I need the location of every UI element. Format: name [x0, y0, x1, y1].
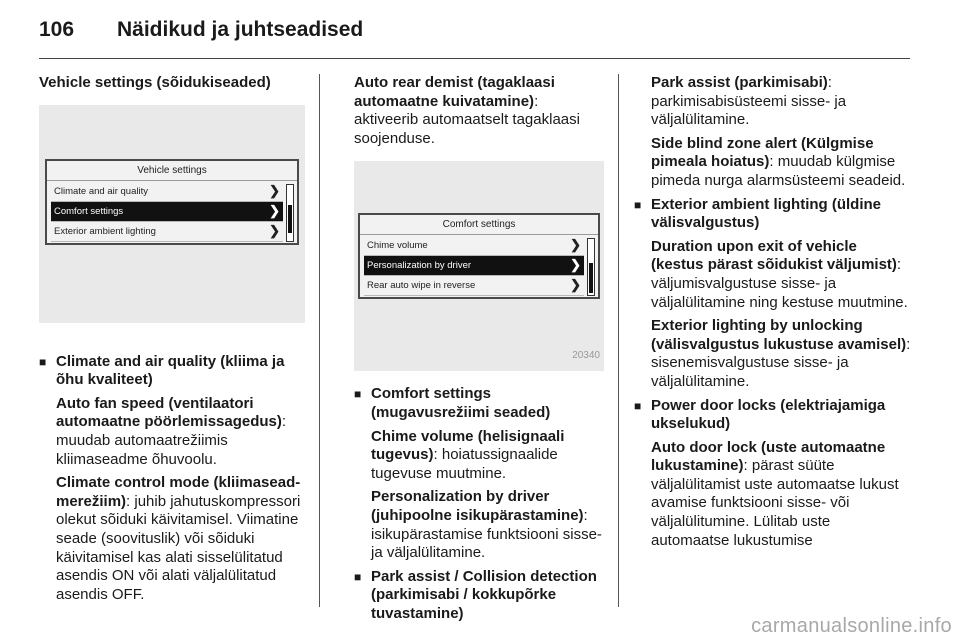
setting-description [651, 74, 911, 130]
bullet-power-door-locks [634, 397, 911, 551]
chevron-right-icon: ❯ [570, 277, 581, 293]
setting-term: Auto fan speed (ventilaatori automaatne pöörlemissagedus) [56, 394, 282, 431]
bullet-title: Climate and air quality (kliima ja õhu kvaliteet) [56, 352, 285, 389]
column-divider-1 [319, 74, 320, 607]
setting-text: : sisenemisvalgustuse sisse- ja väljalülitamine. [651, 335, 911, 390]
chevron-right-icon: ❯ [570, 257, 581, 273]
setting-description [56, 474, 305, 604]
setting-text: : hoiatussignaalide tugevuse muutmine. [371, 446, 558, 482]
menu-row-chime-volume[interactable] [364, 236, 584, 256]
column-2 [354, 74, 604, 629]
figure-number: 20340 [572, 349, 600, 361]
screen-title: Vehicle settings [47, 161, 297, 181]
chevron-right-icon: ❯ [570, 237, 581, 253]
setting-term: Chime volume (helisignaali tugevus) [371, 427, 565, 464]
vehicle-settings-screen [45, 159, 299, 245]
screen-title: Comfort settings [360, 215, 598, 235]
bullet-park-assist [354, 568, 604, 624]
setting-description [651, 439, 911, 551]
scroll-thumb [288, 205, 292, 233]
setting-description [371, 488, 604, 562]
setting-term: Auto rear demist (tagaklaasi automaatne kuivatamine) [354, 74, 555, 110]
setting-text: : muudab automaatrežiimis kliimaseadme õhuvoolu. [56, 413, 287, 468]
setting-text: : pärast süüte väljalülitamist uste automaatse lukust avamise funktsiooni sisse- või väljalülitumine. Lülitab uste automaatse lukustumise [651, 457, 899, 549]
watermark: carmanualsonline.info [751, 615, 952, 637]
bullet-marker-icon: ■ [354, 569, 362, 584]
setting-term: Personalization by driver (juhipoolne isikupärastamine) [371, 488, 584, 524]
column-divider-2 [618, 74, 619, 607]
vehicle-settings-figure [39, 105, 305, 323]
menu-row-climate[interactable] [51, 182, 283, 202]
screen-scrollbar [286, 184, 294, 242]
menu-row-label: Exterior ambient lighting [54, 225, 156, 237]
bullet-marker-icon: ■ [634, 398, 642, 413]
menu-row-comfort[interactable] [51, 202, 283, 222]
bullet-exterior-lighting [634, 196, 911, 392]
setting-description [651, 238, 911, 312]
bullet-title: Park assist / Collision detection (parkimisabi / kokkupõrke tuvastamine) [371, 567, 597, 622]
chapter-title: Näidikud ja juhtseadised [117, 18, 364, 41]
scroll-thumb [589, 263, 593, 293]
setting-text: : aktiveerib automaatselt tagaklaasi soojenduse. [354, 92, 580, 147]
bullet-marker-icon: ■ [354, 387, 362, 402]
header-rule [39, 58, 910, 59]
menu-row-exterior-lighting[interactable] [51, 222, 283, 242]
bullet-climate [39, 353, 305, 605]
comfort-settings-figure [354, 161, 604, 371]
setting-term: Duration upon exit of vehicle (kestus pärast sõidukist väljumist) [651, 237, 897, 274]
chevron-right-icon: ❯ [269, 202, 280, 218]
bullet-marker-icon: ■ [634, 197, 642, 212]
menu-row-label: Personalization by driver [367, 260, 472, 272]
setting-text: : parkimisabisüsteemi sisse- ja väljalülitamine. [651, 74, 847, 129]
menu-row-label: Comfort settings [54, 205, 124, 217]
bullet-marker-icon: ■ [39, 354, 47, 369]
menu-row-label: Climate and air quality [54, 185, 148, 197]
menu-row-rear-wipe[interactable] [364, 276, 584, 296]
setting-text: : muudab külgmise pimeda nurga alarmsüsteemi seadeid. [651, 153, 906, 189]
comfort-settings-screen [358, 213, 600, 299]
setting-description [354, 74, 604, 148]
section-heading: Vehicle settings (sõidukiseaded) [39, 74, 271, 91]
setting-text: : väljumisvalgustuse sisse- ja väljalülitamine ning kestuse muutmine. [651, 256, 908, 311]
setting-text: : isikupärastamise funktsiooni sisse- ja väljalülitamine. [371, 506, 602, 562]
page-number: 106 [39, 18, 75, 41]
setting-description [371, 428, 604, 484]
setting-description [651, 135, 911, 191]
page-header [39, 18, 363, 48]
menu-row-label: Rear auto wipe in reverse [367, 280, 476, 292]
setting-description [56, 395, 305, 469]
bullet-comfort [354, 385, 604, 562]
setting-term: Auto door lock (uste automaatne lukustamine) [651, 438, 886, 475]
screen-menu-list [364, 236, 584, 296]
setting-term: Park assist (parkimisabi) [651, 74, 828, 91]
screen-menu-list [51, 182, 283, 242]
setting-term: Side blind zone alert (Külgmise pimeala hoiatus) [651, 134, 874, 171]
setting-description [651, 317, 911, 391]
menu-row-label: Chime volume [367, 240, 428, 252]
bullet-title: Power door locks (elektriajamiga ukselukud) [651, 396, 886, 433]
bullet-title: Comfort settings (mugavusrežiimi seaded) [371, 385, 551, 421]
setting-term: Exterior lighting by unlocking (välisvalgustus lukustuse avamisel) [651, 317, 907, 353]
chevron-right-icon: ❯ [269, 182, 280, 198]
column-1 [39, 74, 305, 609]
menu-row-personalization[interactable] [364, 256, 584, 276]
screen-scrollbar [587, 238, 595, 296]
setting-term: Climate control mode (kliimasead-merežiim) [56, 474, 301, 510]
setting-text: : juhib jahutuskompressori olekut sõiduki käivitamisel. Viimatine seade (soovituslik) või sõiduki käivitamisel kas alati sisselülitatud asendis ON või alati väljalülitatud asendis OFF. [56, 492, 301, 603]
bullet-title: Exterior ambient lighting (üldine välisvalgustus) [651, 195, 882, 232]
chevron-right-icon: ❯ [269, 222, 280, 238]
column-3 [634, 74, 911, 555]
